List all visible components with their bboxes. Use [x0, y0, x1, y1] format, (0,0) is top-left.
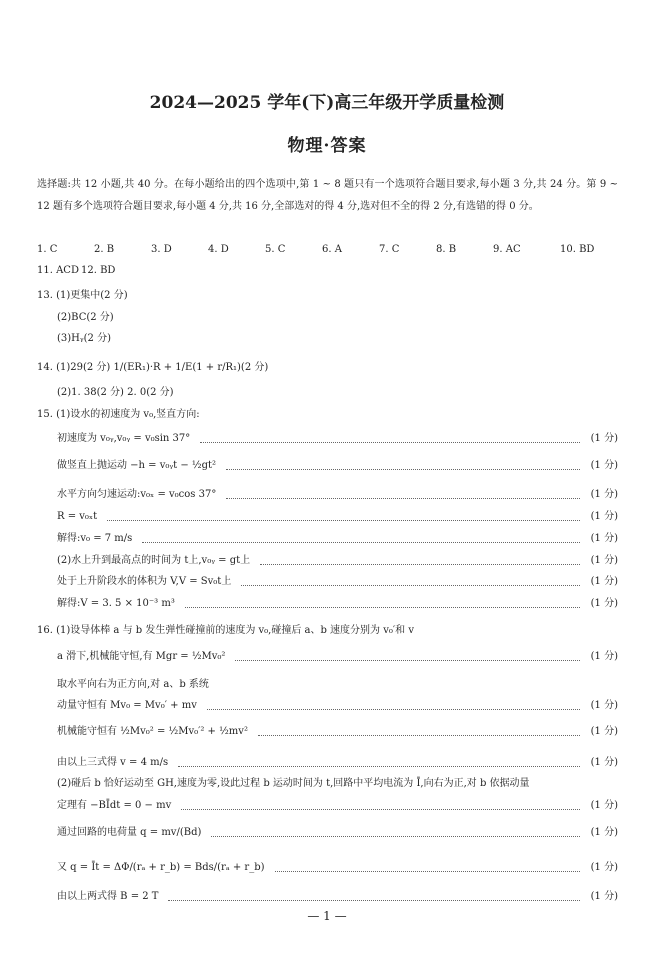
- answer-text: 16. (1)设导体棒 a 与 b 发生弹性碰撞前的速度为 v₀,碰撞后 a、b 速度分别为 v₀′和 v: [37, 625, 414, 636]
- answer-text: 由以上两式得 B = 2 T: [57, 891, 159, 902]
- dot-leader: [275, 871, 580, 872]
- choice-answer: 1. C: [37, 244, 58, 255]
- choice-answer: 8. B: [436, 244, 457, 255]
- answer-text: (3)Hᵧ(2 分): [57, 333, 111, 344]
- answer-text: 定理有 −BĪdt = 0 − mv: [57, 800, 172, 811]
- answer-text: 处于上升阶段水的体积为 V,V = Sv₀t上: [57, 576, 232, 587]
- document-title: 2024—2025 学年(下)高三年级开学质量检测: [149, 93, 505, 113]
- score-label: (1 分): [590, 433, 618, 444]
- choice-answer: 2. B: [94, 244, 115, 255]
- answer-text: a 滑下,机械能守恒,有 Mgr = ½Mv₀²: [57, 651, 226, 662]
- choice-answer: 5. C: [265, 244, 286, 255]
- dot-leader: [241, 585, 580, 586]
- dot-leader: [258, 735, 580, 736]
- dot-leader: [207, 709, 580, 710]
- score-label: (1 分): [590, 489, 618, 500]
- dot-leader: [142, 542, 580, 543]
- answer-text: 做竖直上抛运动 −h = v₀ᵧt − ½gt²: [57, 460, 217, 471]
- choice-answer: 7. C: [379, 244, 400, 255]
- score-label: (1 分): [590, 827, 618, 838]
- answer-text: 15. (1)设水的初速度为 v₀,竖直方向:: [37, 409, 200, 420]
- choice-answer: 10. BD: [560, 244, 595, 255]
- dot-leader: [178, 766, 580, 767]
- score-label: (1 分): [590, 576, 618, 587]
- choice-answer: 4. D: [208, 244, 229, 255]
- dot-leader: [181, 809, 580, 810]
- document-subtitle: 物理·答案: [287, 136, 367, 156]
- dot-leader: [226, 469, 580, 470]
- choice-answer: 11. ACD: [37, 265, 79, 276]
- score-label: (1 分): [590, 651, 618, 662]
- dot-leader: [200, 442, 580, 443]
- score-label: (1 分): [590, 598, 618, 609]
- score-label: (1 分): [590, 891, 618, 902]
- answer-text: 通过回路的电荷量 q = mv/(Bd): [57, 827, 202, 838]
- answer-text: (2)水上升到最高点的时间为 t上,v₀ᵧ = gt上: [57, 555, 251, 566]
- dot-leader: [168, 900, 580, 901]
- score-label: (1 分): [590, 460, 618, 471]
- dot-leader: [185, 607, 580, 608]
- answer-text: 机械能守恒有 ½Mv₀² = ½Mv₀′² + ½mv²: [57, 726, 248, 737]
- score-label: (1 分): [590, 700, 618, 711]
- choice-answer: 12. BD: [81, 265, 116, 276]
- answer-text: 14. (1)29(2 分) 1/(ER₁)·R + 1/E(1 + r/R₁)(2 分): [37, 362, 269, 373]
- score-label: (1 分): [590, 533, 618, 544]
- dot-leader: [235, 660, 580, 661]
- choice-intro: 选择题:共 12 小题,共 40 分。在每小题给出的四个选项中,第 1 ~ 8 题只有一个选项符合题目要求,每小题 3 分,共 24 分。第 9 ~ 12 题有多个选项符合题目要求,每小题 4 分,共 16 分,全部选对的得 4 分,选对但不全的得 2 分,有选错的得 0 分。: [37, 179, 618, 212]
- score-label: (1 分): [590, 511, 618, 522]
- answer-text: 解得:V = 3. 5 × 10⁻³ m³: [57, 598, 175, 609]
- choice-answer: 6. A: [322, 244, 342, 255]
- answer-text: 解得:v₀ = 7 m/s: [57, 533, 133, 544]
- answer-text: (2)碰后 b 恰好运动至 GH,速度为零,设此过程 b 运动时间为 t,回路中平均电流为 Ī,向右为正,对 b 依据动量: [57, 778, 530, 789]
- score-label: (1 分): [590, 800, 618, 811]
- dot-leader: [260, 564, 580, 565]
- page-number: — 1 —: [307, 909, 347, 923]
- score-label: (1 分): [590, 726, 618, 737]
- answer-text: 由以上三式得 v = 4 m/s: [57, 757, 169, 768]
- dot-leader: [226, 498, 580, 499]
- score-label: (1 分): [590, 555, 618, 566]
- score-label: (1 分): [590, 862, 618, 873]
- answer-text: 动量守恒有 Mv₀ = Mv₀′ + mv: [57, 700, 197, 711]
- choice-answer: 3. D: [151, 244, 172, 255]
- answer-text: 水平方向匀速运动:v₀ₓ = v₀cos 37°: [57, 489, 217, 500]
- dot-leader: [107, 520, 580, 521]
- answer-text: 又 q = Īt = ΔΦ/(rₐ + r_b) = Bds/(rₐ + r_b): [57, 862, 265, 873]
- answer-text: 13. (1)更集中(2 分): [37, 290, 128, 301]
- answer-text: 初速度为 v₀ᵧ,v₀ᵧ = v₀sin 37°: [57, 433, 191, 444]
- answer-text: R = v₀ₓt: [57, 511, 98, 522]
- answer-text: (2)BC(2 分): [57, 312, 114, 323]
- answer-text: 取水平向右为正方向,对 a、b 系统: [57, 679, 209, 690]
- score-label: (1 分): [590, 757, 618, 768]
- choice-answer: 9. AC: [493, 244, 521, 255]
- answer-text: (2)1. 38(2 分) 2. 0(2 分): [57, 387, 174, 398]
- dot-leader: [211, 836, 580, 837]
